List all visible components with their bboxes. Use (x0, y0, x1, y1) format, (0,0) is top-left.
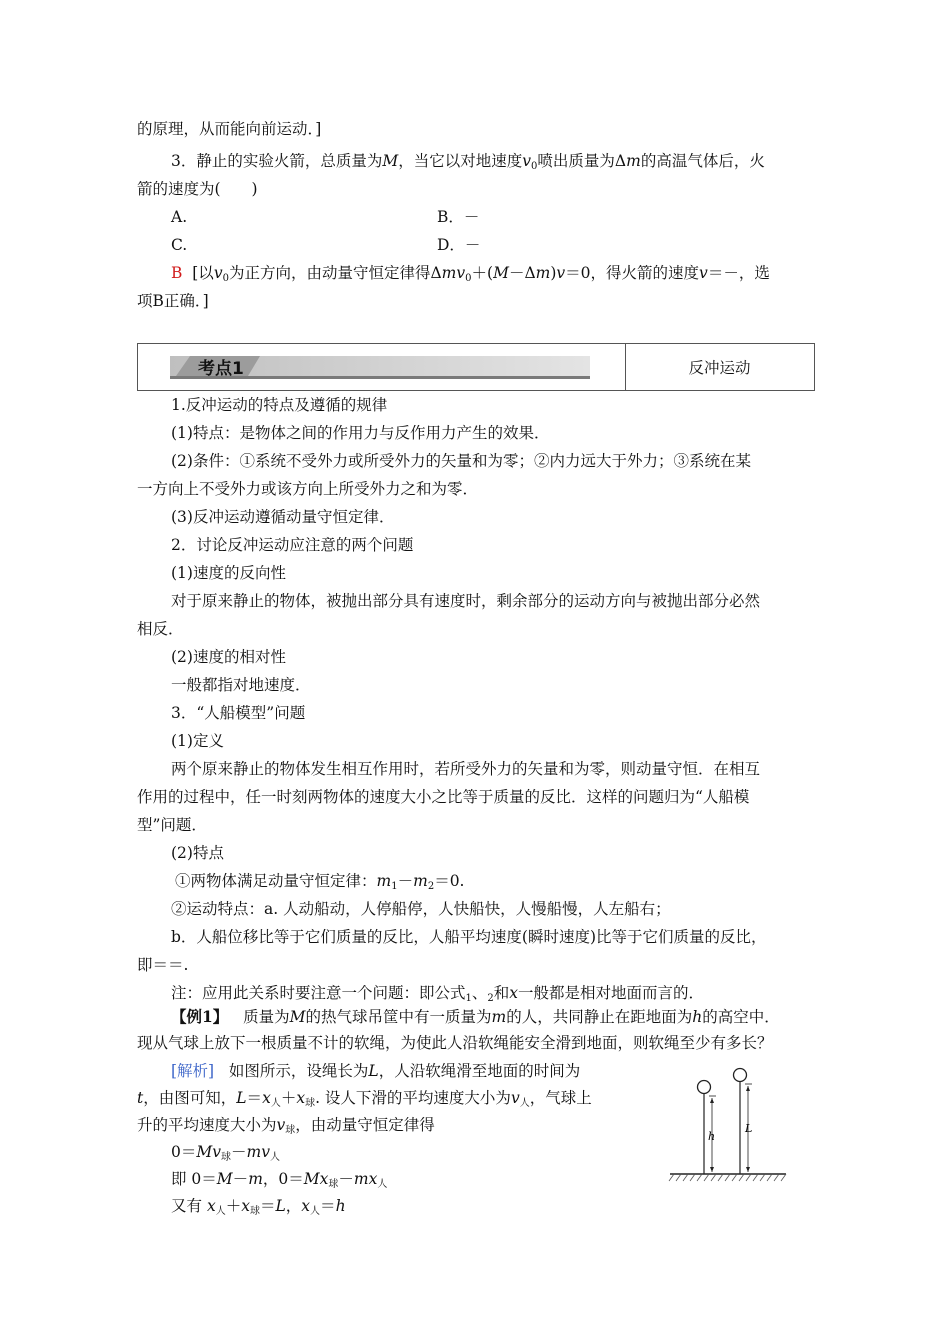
para-8: (2)速度的相对性 (171, 648, 286, 666)
para-9: 一般都指对地速度． (171, 676, 311, 694)
answer-line1: B [以$v_0$为正方向，由动量守恒定律得Δmv$_0$＋(M－Δm)v＝0，得火箭的速度v＝－，选 (171, 264, 770, 284)
option-d: D．－ (437, 236, 481, 254)
para-6: (1)速度的反向性 (171, 564, 286, 582)
answer-letter: B (171, 264, 183, 282)
para-11: (1)定义 (171, 732, 224, 750)
balloon-right (734, 1069, 747, 1082)
balloon-left (698, 1081, 711, 1094)
option-a: A. (171, 208, 188, 226)
para-17: 注：应用此关系时要注意一个问题：即公式$_1$、$_2$和x一般都是相对地面而言的． (171, 984, 705, 1004)
solution-line2: t，由图可知，$L=x_人+x_球$. 设人下滑的平均速度大小为$v_人$，气球上 (137, 1089, 592, 1109)
section-header-box (137, 343, 815, 391)
para-16b: 即＝＝. (137, 956, 189, 974)
example-1-line1: 【例1】 质量为M的热气球吊筐中有一质量为m的人，共同静止在距地面为h的高空中． (171, 1007, 780, 1026)
para-2: (1)特点：是物体之间的作用力与反作用力产生的效果． (171, 424, 550, 442)
equation-2: 即 0＝M－m，$0=Mx_球-mx_人$ (171, 1170, 388, 1190)
para-5: 2．讨论反冲运动应注意的两个问题 (171, 536, 414, 554)
equation-3: 又有 $x_人+x_球=L$，$x_人=h$ (171, 1197, 346, 1217)
para-7a: 对于原来静止的物体，被抛出部分具有速度时，剩余部分的运动方向与被抛出部分必然 (171, 592, 761, 610)
section-label: 考点1 (198, 359, 244, 379)
para-7b: 相反． (137, 620, 184, 638)
ground-line (669, 1174, 786, 1181)
para-14: ①两物体满足动量守恒定律：$m_1-m_2=0$. (175, 872, 465, 892)
para-12c: 型”问题． (137, 816, 207, 834)
para-16a: b．人船位移比等于它们质量的反比，人船平均速度(瞬时速度)比等于它们质量的反比， (171, 928, 767, 946)
question-3-line2: 箭的速度为( ) (137, 180, 258, 198)
label-L: L (745, 1122, 753, 1135)
equation-1: $0=Mv_球-mv_人$ (171, 1143, 280, 1163)
solution-line3: 升的平均速度大小为$v_球$，由动量守恒定律得 (137, 1116, 435, 1136)
solution-line1: [解析] 如图所示，设绳长为L，人沿软绳滑至地面的时间为 (171, 1062, 581, 1080)
answer-line2: 项B正确．] (137, 292, 209, 310)
analysis-tag: [解析] (171, 1062, 215, 1080)
para-12b: 作用的过程中，任一时刻两物体的速度大小之比等于质量的反比．这样的问题归为“人船模 (137, 788, 750, 806)
para-3b: 一方向上不受外力或该方向上所受外力之和为零． (137, 480, 479, 498)
option-b: B．－ (437, 208, 480, 226)
para-15: ②运动特点：a. 人动船动，人停船停，人快船快，人慢船慢，人左船右； (171, 900, 671, 918)
example-tag: 【例1】 (171, 1007, 229, 1026)
para-13: (2)特点 (171, 844, 224, 862)
option-c: C. (171, 236, 188, 254)
question-3-line1: 3．静止的实验火箭，总质量为M，当它以对地速度$v_0$喷出质量为Δm的高温气体后，火 (171, 152, 765, 172)
para-3a: (2)条件：①系统不受外力或所受外力的矢量和为零；②内力远大于外力；③系统在某 (171, 452, 751, 470)
continued-text: 的原理，从而能向前运动．] (137, 120, 322, 138)
example-1-line2: 现从气球上放下一根质量不计的软绳，为使此人沿软绳能安全滑到地面，则软绳至少有多长？ (137, 1034, 773, 1052)
para-1: 1.反冲运动的特点及遵循的规律 (171, 396, 388, 414)
label-h: h (708, 1130, 716, 1143)
para-10: 3．“人船模型”问题 (171, 704, 306, 722)
section-title: 反冲运动 (688, 359, 751, 377)
balloon-rope-diagram (668, 1060, 788, 1190)
para-4: (3)反冲运动遵循动量守恒定律． (171, 508, 395, 526)
para-12a: 两个原来静止的物体发生相互作用时，若所受外力的矢量和为零，则动量守恒．在相互 (171, 760, 761, 778)
